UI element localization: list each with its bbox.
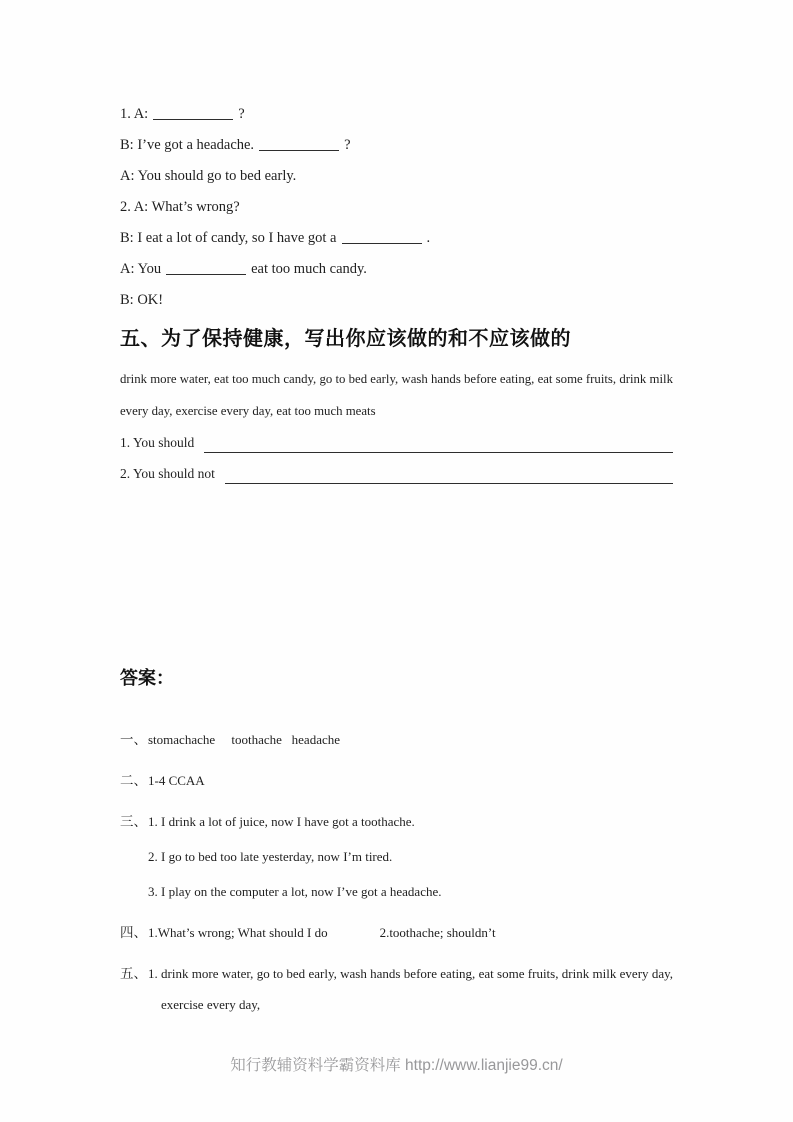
footer-text: 知行教辅资料学霸资料库 http://www.lianjie99.cn/ xyxy=(230,1057,563,1074)
dialogue-text: eat too much candy. xyxy=(251,261,367,277)
answer-row-4 xyxy=(120,917,673,948)
dialogue-text: B: OK! xyxy=(120,292,164,308)
dialogue-line xyxy=(120,99,673,130)
answer-blank-line xyxy=(225,481,673,484)
answer-row-line: 3. I play on the computer a lot, now I’ve got a headache. xyxy=(148,884,442,899)
dialogue-text: ? xyxy=(344,137,351,153)
answer-row-line: 1. I drink a lot of juice, now I have got a toothache. xyxy=(148,814,415,829)
dialogue-line xyxy=(120,254,673,285)
answer-blank-line xyxy=(204,450,673,453)
blank-underline xyxy=(166,272,246,275)
dialogue-text: A: You should go to bed early. xyxy=(120,168,297,184)
dialogue-section xyxy=(120,99,673,316)
dialogue-text: 1. A: xyxy=(120,106,149,122)
answers-section xyxy=(120,724,673,1020)
answer-row-text: 1. drink more water, go to bed early, wash hands before eating, eat some fruits, drink milk every day, exercise every day, xyxy=(148,966,673,1012)
answer-row-text: stomachache toothache headache xyxy=(148,732,341,747)
answer-row-text: 1-4 CCAA xyxy=(148,773,205,788)
dialogue-text: B: I eat a lot of candy, so I have got a xyxy=(120,230,337,246)
dialogue-line xyxy=(120,130,673,161)
dialogue-line xyxy=(120,161,673,192)
answer-row-prefix: 五、 xyxy=(120,966,147,981)
prompt-label: 2. You should not xyxy=(120,466,215,481)
dialogue-text: B: I’ve got a headache. xyxy=(120,137,255,153)
prompt-label: 1. You should xyxy=(120,435,195,450)
answer-row-5 xyxy=(120,958,673,1020)
prompt-you-should xyxy=(120,427,673,458)
answer-row-line: 2. I go to bed too late yesterday, now I’m tired. xyxy=(148,849,393,864)
dialogue-line xyxy=(120,285,673,316)
dialogue-text: ? xyxy=(238,106,245,122)
answer-row-3 xyxy=(120,806,673,907)
section5-heading: 五、为了保持健康，写出你应该做的和不应该做的 xyxy=(120,328,571,350)
dialogue-line xyxy=(120,223,673,254)
blank-underline xyxy=(342,241,422,244)
dialogue-text: 2. A: What’s wrong? xyxy=(120,199,240,215)
answers-heading: 答案： xyxy=(120,668,174,688)
dialogue-line xyxy=(120,192,673,223)
word-bank: drink more water, eat too much candy, go to bed early, wash hands before eating, eat some fruits, drink milk every day, exercise every day, eat too much meats xyxy=(120,372,673,418)
answer-row-prefix: 三、 xyxy=(120,814,147,829)
dialogue-text: . xyxy=(426,230,431,246)
answer-row-2 xyxy=(120,765,673,796)
answer-row-prefix: 二、 xyxy=(120,773,147,788)
answer-row-1 xyxy=(120,724,673,755)
answer-row-prefix: 四、 xyxy=(120,925,147,940)
answer-row-body xyxy=(148,806,673,907)
blank-underline xyxy=(153,117,233,120)
answer-row-text: 1.What’s wrong; What should I do 2.toothache; shouldn’t xyxy=(148,925,496,940)
blank-underline xyxy=(259,148,339,151)
footer-watermark xyxy=(0,1054,793,1078)
prompt-you-should-not xyxy=(120,458,673,489)
dialogue-text: A: You xyxy=(120,261,162,277)
answer-row-prefix: 一、 xyxy=(120,732,147,747)
